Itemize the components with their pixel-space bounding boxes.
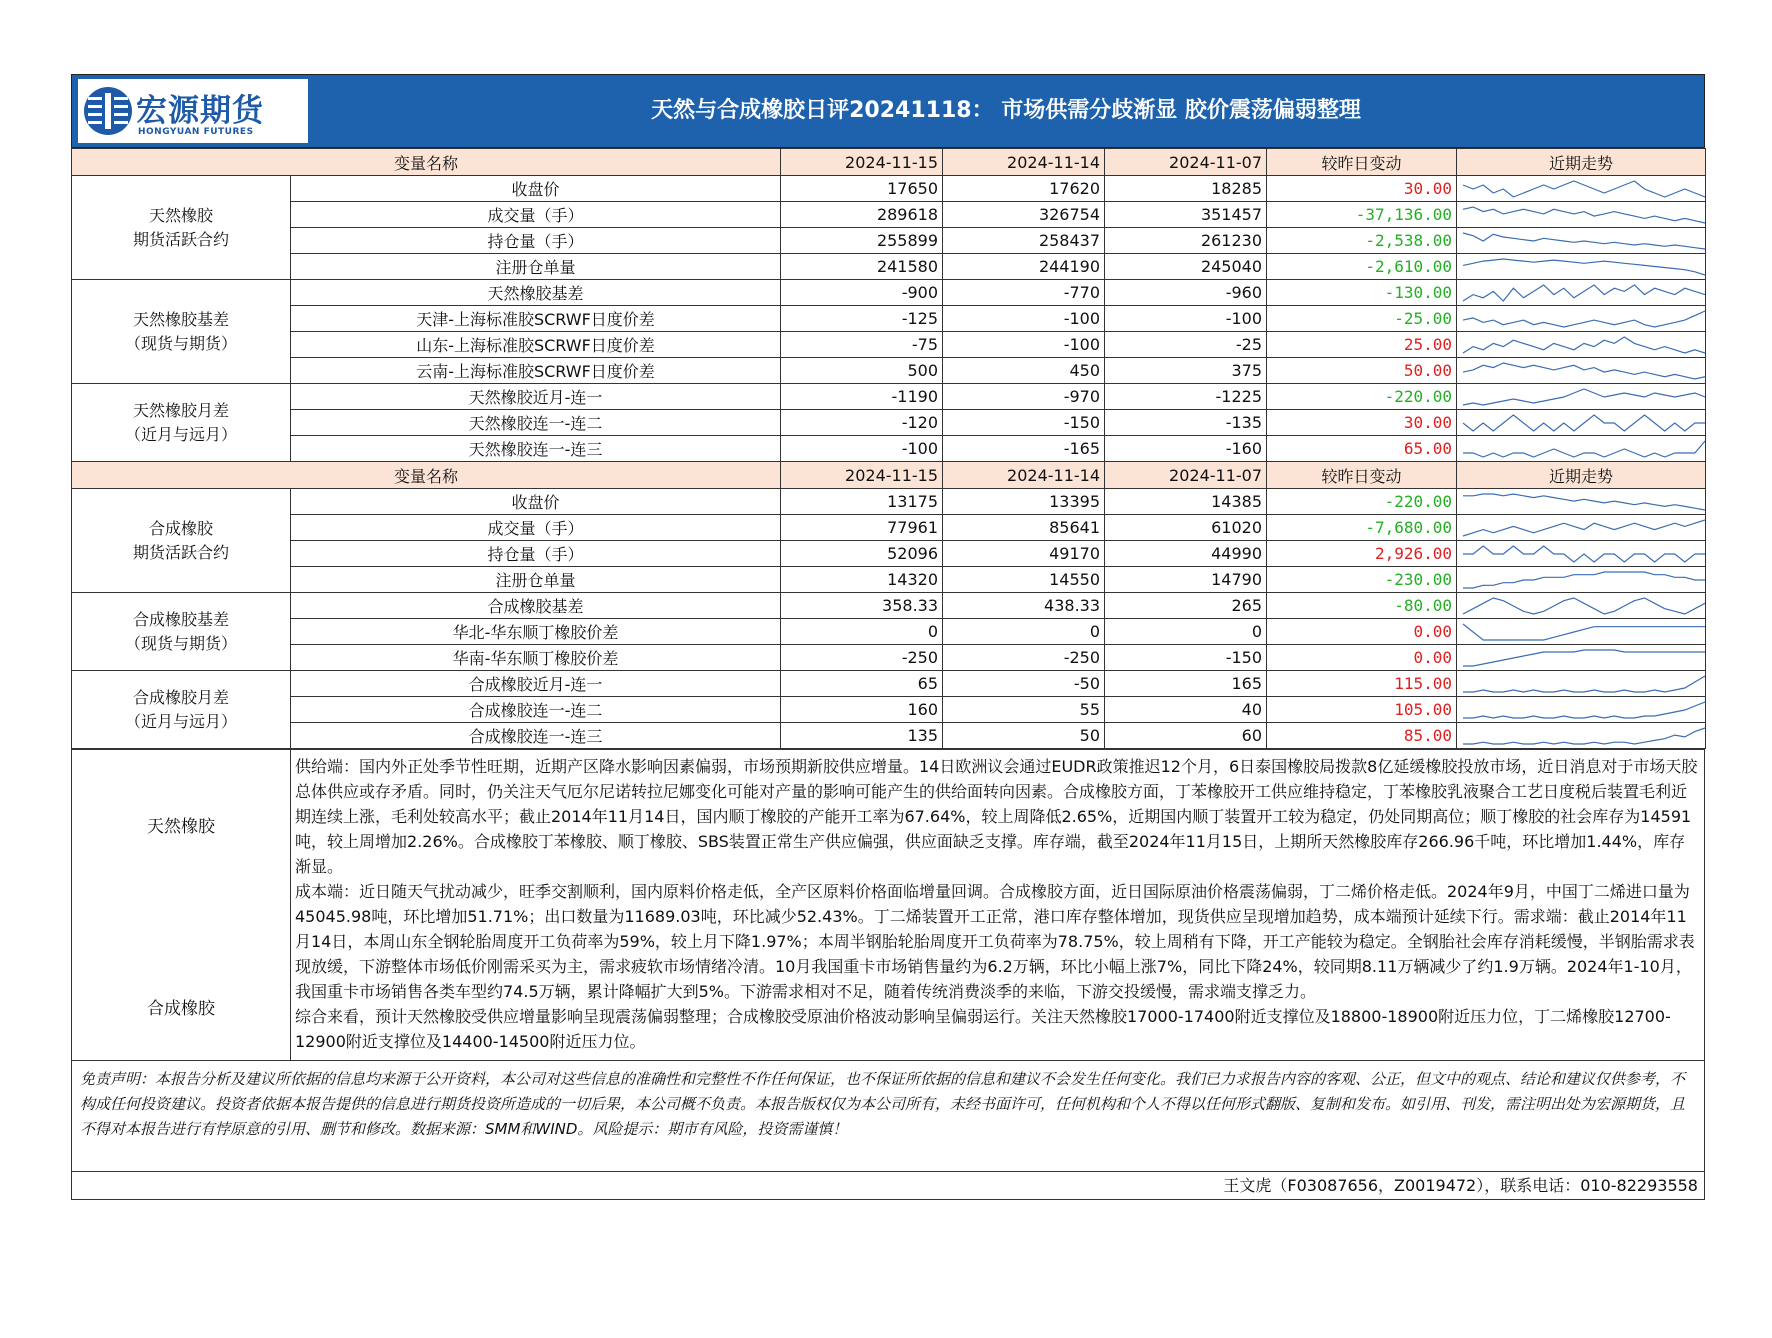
trend-cell	[1457, 176, 1706, 202]
variable-name: 云南-上海标准胶SCRWF日度价差	[291, 358, 781, 384]
variable-name: 合成橡胶连一-连二	[291, 697, 781, 723]
value-cell: 351457	[1105, 202, 1267, 228]
header-trend: 近期走势	[1457, 462, 1706, 489]
group-label	[72, 280, 291, 384]
value-cell: 14790	[1105, 567, 1267, 593]
header-date: 2024-11-07	[1105, 149, 1267, 176]
value-cell: 13395	[943, 489, 1105, 515]
disclaimer: 免责声明：本报告分析及建议所依据的信息均来源于公开资料，本公司对这些信息的准确性和完整性不作任何保证，也不保证所依据的信息和建议不会发生任何变化。我们已力求报告内容的客观、公正，但文中的观点、结论和建议仅供参考，不构成任何投资建议。投资者依据本报告提供的信息进行期货投资所造成的一切后果，本公司概不负责。本报告版权仅为本公司所有，未经书面许可，任何机构和个人不得以任何形式翻版、复制和发布。如引用、刊发，需注明出处为宏源期货，且不得对本报告进行有悖原意的引用、删节和修改。数据来源：SMM和WIND。风险提示：期市有风险，投资需谨慎！	[71, 1061, 1705, 1172]
trend-line	[1463, 676, 1705, 692]
trend-cell	[1457, 358, 1706, 384]
change-value: -220.00	[1267, 384, 1457, 410]
value-cell: -1190	[781, 384, 943, 410]
trend-sparkline	[1461, 491, 1706, 513]
report-sheet	[71, 74, 1705, 1200]
value-cell: 44990	[1105, 541, 1267, 567]
value-cell: -100	[781, 436, 943, 462]
change-value: -2,610.00	[1267, 254, 1457, 280]
trend-sparkline	[1461, 543, 1706, 565]
table-row	[72, 671, 1706, 697]
value-cell: 60	[1105, 723, 1267, 749]
trend-line	[1463, 702, 1705, 718]
trend-line	[1463, 311, 1705, 327]
trend-line	[1463, 650, 1705, 666]
trend-sparkline	[1461, 725, 1706, 747]
group-label-line: （近月与远月）	[124, 424, 237, 444]
header-var-name: 变量名称	[72, 149, 781, 176]
table-row	[72, 541, 1706, 567]
variable-name: 天然橡胶连一-连三	[291, 436, 781, 462]
change-value: 0.00	[1267, 645, 1457, 671]
value-cell: -160	[1105, 436, 1267, 462]
logo-emblem-icon	[82, 83, 134, 139]
trend-cell	[1457, 202, 1706, 228]
group-label-line: （近月与远月）	[124, 711, 237, 731]
value-cell: -770	[943, 280, 1105, 306]
variable-name: 合成橡胶近月-连一	[291, 671, 781, 697]
variable-name: 华南-华东顺丁橡胶价差	[291, 645, 781, 671]
value-cell: 500	[781, 358, 943, 384]
table-row	[72, 410, 1706, 436]
table-row	[72, 567, 1706, 593]
commentary-label-natural: 天然橡胶	[147, 817, 215, 837]
value-cell: 61020	[1105, 515, 1267, 541]
trend-sparkline	[1461, 438, 1706, 460]
value-cell: 375	[1105, 358, 1267, 384]
trend-line	[1463, 494, 1705, 510]
trend-cell	[1457, 280, 1706, 306]
table-row	[72, 645, 1706, 671]
trend-line	[1463, 728, 1705, 744]
trend-sparkline	[1461, 621, 1706, 643]
value-cell: -150	[1105, 645, 1267, 671]
logo-english-name: HONGYUAN FUTURES	[138, 127, 254, 137]
contact-info: 王文虎（F03087656，Z0019472），联系电话：010-82293558	[71, 1172, 1705, 1200]
column-header-row	[72, 462, 1706, 489]
trend-sparkline	[1461, 360, 1706, 382]
table-row	[72, 176, 1706, 202]
value-cell: 438.33	[943, 593, 1105, 619]
trend-sparkline	[1461, 412, 1706, 434]
value-cell: 244190	[943, 254, 1105, 280]
trend-sparkline	[1461, 673, 1706, 695]
value-cell: 245040	[1105, 254, 1267, 280]
commentary-labels	[72, 750, 291, 1061]
value-cell: 326754	[943, 202, 1105, 228]
value-cell: 14550	[943, 567, 1105, 593]
value-cell: -100	[943, 306, 1105, 332]
trend-line	[1463, 207, 1705, 223]
trend-cell	[1457, 541, 1706, 567]
header-date: 2024-11-14	[943, 462, 1105, 489]
value-cell: 85641	[943, 515, 1105, 541]
value-cell: -135	[1105, 410, 1267, 436]
trend-cell	[1457, 645, 1706, 671]
trend-sparkline	[1461, 647, 1706, 669]
change-value: 25.00	[1267, 332, 1457, 358]
table-row	[72, 619, 1706, 645]
group-label-line: 合成橡胶	[148, 518, 213, 538]
change-value: 50.00	[1267, 358, 1457, 384]
trend-cell	[1457, 593, 1706, 619]
table-row	[72, 515, 1706, 541]
change-value: 105.00	[1267, 697, 1457, 723]
value-cell: 17620	[943, 176, 1105, 202]
header-change: 较昨日变动	[1267, 149, 1457, 176]
variable-name: 收盘价	[291, 176, 781, 202]
value-cell: 17650	[781, 176, 943, 202]
trend-sparkline	[1461, 595, 1706, 617]
variable-name: 成交量（手）	[291, 515, 781, 541]
trend-sparkline	[1461, 282, 1706, 304]
trend-line	[1463, 363, 1705, 379]
trend-line	[1463, 572, 1705, 588]
trend-sparkline	[1461, 386, 1706, 408]
group-label-line: （现货与期货）	[124, 633, 237, 653]
value-cell: 241580	[781, 254, 943, 280]
trend-cell	[1457, 254, 1706, 280]
data-table	[71, 148, 1706, 749]
commentary-summary: 综合来看，预计天然橡胶受供应增量影响呈现震荡偏弱整理；合成橡胶受原油价格波动影响呈偏弱运行。关注天然橡胶17000-17400附近支撑位及18800-18900附近压力位，丁二烯橡胶12700-12900附近支撑位及14400-14500附近压力位。	[295, 1007, 1671, 1051]
value-cell: -165	[943, 436, 1105, 462]
value-cell: 165	[1105, 671, 1267, 697]
table-row	[72, 384, 1706, 410]
value-cell: 50	[943, 723, 1105, 749]
trend-line	[1463, 415, 1705, 431]
value-cell: 160	[781, 697, 943, 723]
trend-line	[1463, 598, 1705, 614]
change-value: 30.00	[1267, 176, 1457, 202]
value-cell: 18285	[1105, 176, 1267, 202]
variable-name: 天然橡胶基差	[291, 280, 781, 306]
change-value: 0.00	[1267, 619, 1457, 645]
group-label	[72, 489, 291, 593]
group-label-line: 期货活跃合约	[132, 542, 229, 562]
commentary-text	[291, 750, 1705, 1061]
trend-sparkline	[1461, 308, 1706, 330]
trend-sparkline	[1461, 256, 1706, 278]
trend-cell	[1457, 567, 1706, 593]
variable-name: 天津-上海标准胶SCRWF日度价差	[291, 306, 781, 332]
table-row	[72, 697, 1706, 723]
value-cell: 258437	[943, 228, 1105, 254]
trend-cell	[1457, 671, 1706, 697]
variable-name: 持仓量（手）	[291, 541, 781, 567]
value-cell: 358.33	[781, 593, 943, 619]
variable-name: 注册仓单量	[291, 254, 781, 280]
change-value: -7,680.00	[1267, 515, 1457, 541]
change-value: -80.00	[1267, 593, 1457, 619]
value-cell: 65	[781, 671, 943, 697]
table-row	[72, 436, 1706, 462]
value-cell: -100	[1105, 306, 1267, 332]
value-cell: 0	[1105, 619, 1267, 645]
trend-line	[1463, 441, 1705, 457]
trend-sparkline	[1461, 230, 1706, 252]
change-value: -230.00	[1267, 567, 1457, 593]
value-cell: -75	[781, 332, 943, 358]
value-cell: -100	[943, 332, 1105, 358]
value-cell: -25	[1105, 332, 1267, 358]
variable-name: 持仓量（手）	[291, 228, 781, 254]
group-label	[72, 671, 291, 749]
trend-line	[1463, 181, 1705, 197]
header-date: 2024-11-07	[1105, 462, 1267, 489]
trend-sparkline	[1461, 517, 1706, 539]
table-row	[72, 489, 1706, 515]
value-cell: 14385	[1105, 489, 1267, 515]
change-value: -25.00	[1267, 306, 1457, 332]
table-row	[72, 723, 1706, 749]
group-label-line: （现货与期货）	[124, 333, 237, 353]
table-row	[72, 306, 1706, 332]
change-value: 85.00	[1267, 723, 1457, 749]
value-cell: 0	[781, 619, 943, 645]
change-value: -2,538.00	[1267, 228, 1457, 254]
value-cell: -960	[1105, 280, 1267, 306]
value-cell: 289618	[781, 202, 943, 228]
column-header-row	[72, 149, 1706, 176]
header-trend: 近期走势	[1457, 149, 1706, 176]
variable-name: 天然橡胶近月-连一	[291, 384, 781, 410]
value-cell: 265	[1105, 593, 1267, 619]
table-row	[72, 254, 1706, 280]
value-cell: 40	[1105, 697, 1267, 723]
change-value: 65.00	[1267, 436, 1457, 462]
commentary-label-synthetic: 合成橡胶	[147, 999, 215, 1019]
value-cell: -1225	[1105, 384, 1267, 410]
variable-name: 成交量（手）	[291, 202, 781, 228]
trend-sparkline	[1461, 569, 1706, 591]
value-cell: -250	[781, 645, 943, 671]
value-cell: 55	[943, 697, 1105, 723]
value-cell: 450	[943, 358, 1105, 384]
trend-cell	[1457, 306, 1706, 332]
trend-line	[1463, 520, 1705, 536]
trend-line	[1463, 546, 1705, 562]
variable-name: 注册仓单量	[291, 567, 781, 593]
variable-name: 合成橡胶连一-连三	[291, 723, 781, 749]
group-label	[72, 593, 291, 671]
header-date: 2024-11-15	[781, 149, 943, 176]
trend-cell	[1457, 515, 1706, 541]
table-row	[72, 280, 1706, 306]
trend-sparkline	[1461, 204, 1706, 226]
trend-line	[1463, 233, 1705, 249]
change-value: 2,926.00	[1267, 541, 1457, 567]
value-cell: 52096	[781, 541, 943, 567]
group-label-line: 天然橡胶月差	[132, 400, 229, 420]
trend-cell	[1457, 436, 1706, 462]
change-value: -37,136.00	[1267, 202, 1457, 228]
value-cell: -50	[943, 671, 1105, 697]
trend-line	[1463, 389, 1705, 405]
report-header	[71, 74, 1705, 148]
trend-cell	[1457, 489, 1706, 515]
trend-cell	[1457, 410, 1706, 436]
trend-cell	[1457, 697, 1706, 723]
trend-cell	[1457, 228, 1706, 254]
header-date: 2024-11-14	[943, 149, 1105, 176]
value-cell: 77961	[781, 515, 943, 541]
variable-name: 合成橡胶基差	[291, 593, 781, 619]
group-label-line: 天然橡胶	[148, 205, 213, 225]
trend-sparkline	[1461, 699, 1706, 721]
table-row	[72, 593, 1706, 619]
group-label-line: 天然橡胶基差	[132, 309, 229, 329]
value-cell: -900	[781, 280, 943, 306]
variable-name: 华北-华东顺丁橡胶价差	[291, 619, 781, 645]
value-cell: 14320	[781, 567, 943, 593]
value-cell: 0	[943, 619, 1105, 645]
value-cell: -150	[943, 410, 1105, 436]
value-cell: -970	[943, 384, 1105, 410]
commentary-cost-demand: 成本端：近日随天气扰动减少，旺季交割顺利，国内原料价格走低，全产区原料价格面临增量回调。合成橡胶方面，近日国际原油价格震荡偏弱，丁二烯价格走低。2024年9月，中国丁二烯进口量为45045.98吨，环比增加51.71%；出口数量为11689.03吨，环比减少52.43%。丁二烯装置开工正常，港口库存整体增加，现货供应呈现增加趋势，成本端预计延续下行。需求端：截止2014年11月14日，本周山东全钢轮胎周度开工负荷率为59%，较上月下降1.97%；本周半钢胎轮胎周度开工负荷率为78.75%，较上周稍有下降，开工产能较为稳定。全钢胎社会库存消耗缓慢，半钢胎需求表现放缓，下游整体市场低价刚需采买为主，需求疲软市场情绪冷清。10月我国重卡市场销售量约为6.2万辆，环比小幅上涨7%，同比下降24%，较同期8.11万辆减少了约1.9万辆。2024年1-10月，我国重卡市场销售各类车型约74.5万辆，累计降幅扩大到5%。下游需求相对不足，随着传统消费淡季的来临，下游交投缓慢，需求端支撑乏力。	[295, 882, 1695, 1001]
change-value: 115.00	[1267, 671, 1457, 697]
value-cell: 135	[781, 723, 943, 749]
change-value: -130.00	[1267, 280, 1457, 306]
value-cell: -120	[781, 410, 943, 436]
logo-chinese-name: 宏源期货	[136, 93, 264, 129]
table-row	[72, 358, 1706, 384]
table-row	[72, 332, 1706, 358]
change-value: 30.00	[1267, 410, 1457, 436]
value-cell: 13175	[781, 489, 943, 515]
group-label-line: 合成橡胶基差	[132, 609, 229, 629]
commentary-supply: 供给端：国内外正处季节性旺期，近期产区降水影响因素偏弱，市场预期新胶供应增量。14日欧洲议会通过EUDR政策推迟12个月，6日泰国橡胶局拨款8亿延缓橡胶投放市场，近日消息对于市场天胶总体供应或存矛盾。同时，仍关注天气厄尔尼诺转拉尼娜变化可能对产量的影响可能产生的供给面转向因素。合成橡胶方面，丁苯橡胶开工供应维持稳定，丁苯橡胶乳液聚合工艺日度税后装置毛利近期连续上涨，毛利处较高水平；截止2014年11月14日，国内顺丁橡胶的产能开工率为67.64%，较上周降低2.65%，近期国内顺丁装置开工较为稳定，仍处同期高位；顺丁橡胶的社会库存为14591吨，较上周增加2.26%。合成橡胶丁苯橡胶、顺丁橡胶、SBS装置正常生产供应偏强，供应面缺乏支撑。库存端，截至2024年11月15日，上期所天然橡胶库存266.96千吨，环比增加1.44%，库存渐显。	[295, 757, 1698, 876]
commentary-table	[71, 749, 1705, 1061]
trend-line	[1463, 285, 1705, 301]
trend-cell	[1457, 332, 1706, 358]
group-label	[72, 384, 291, 462]
table-row	[72, 228, 1706, 254]
group-label-line: 期货活跃合约	[132, 229, 229, 249]
trend-sparkline	[1461, 334, 1706, 356]
value-cell: -250	[943, 645, 1105, 671]
trend-line	[1463, 259, 1705, 275]
group-label	[72, 176, 291, 280]
report-title: 天然与合成橡胶日评20241118： 市场供需分歧渐显 胶价震荡偏弱整理	[651, 98, 1361, 123]
header-change: 较昨日变动	[1267, 462, 1457, 489]
group-label-line: 合成橡胶月差	[132, 687, 229, 707]
change-value: -220.00	[1267, 489, 1457, 515]
value-cell: 255899	[781, 228, 943, 254]
value-cell: 261230	[1105, 228, 1267, 254]
trend-cell	[1457, 619, 1706, 645]
variable-name: 天然橡胶连一-连二	[291, 410, 781, 436]
header-date: 2024-11-15	[781, 462, 943, 489]
table-row	[72, 202, 1706, 228]
variable-name: 山东-上海标准胶SCRWF日度价差	[291, 332, 781, 358]
value-cell: 49170	[943, 541, 1105, 567]
trend-line	[1463, 624, 1705, 640]
variable-name: 收盘价	[291, 489, 781, 515]
trend-line	[1463, 337, 1705, 353]
value-cell: -125	[781, 306, 943, 332]
trend-cell	[1457, 384, 1706, 410]
trend-cell	[1457, 723, 1706, 749]
header-var-name: 变量名称	[72, 462, 781, 489]
trend-sparkline	[1461, 178, 1706, 200]
company-logo	[78, 79, 308, 143]
